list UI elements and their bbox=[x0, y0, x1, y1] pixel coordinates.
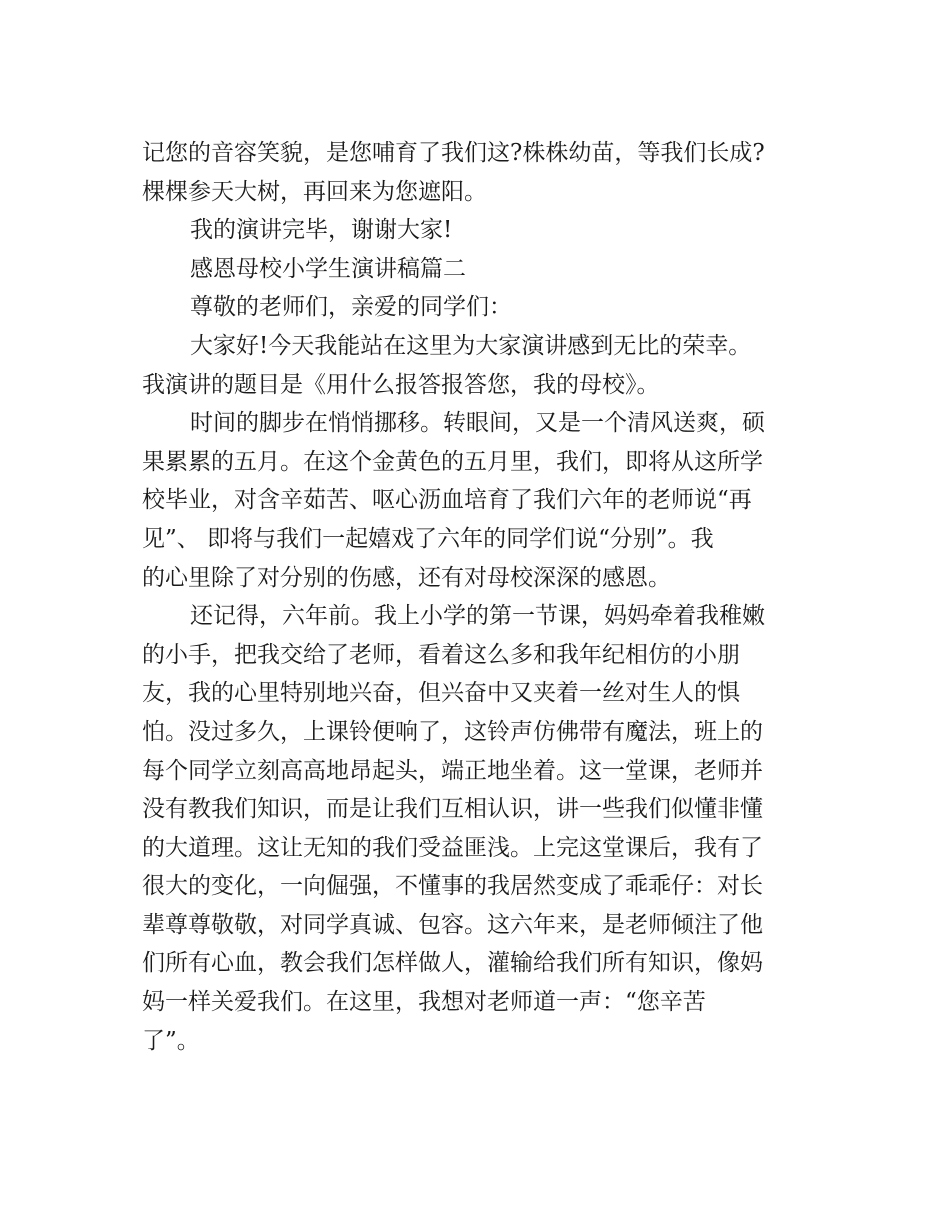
text-line-13: 还记得，六年前。我上小学的第一节课，妈妈牵着我稚嫩 bbox=[190, 603, 765, 630]
text-line-2: 棵棵参天大树，再回来为您遮阳。 bbox=[142, 178, 487, 205]
text-line-23: 妈一样关爱我们。在这里，我想对老师道一声：“您辛苦 bbox=[142, 989, 706, 1016]
text-line-12: 的心里除了对分别的伤感，还有对母校深深的感恩。 bbox=[142, 564, 671, 591]
text-line-9: 果累累的五月。在这个金黄色的五月里，我们，即将从这所学 bbox=[142, 448, 763, 475]
text-line-19: 的大道理。这让无知的我们受益匪浅。上完这堂课后，我有了 bbox=[142, 834, 763, 861]
text-line-17: 每个同学立刻高高地昂起头，端正地坐着。这一堂课，老师并 bbox=[142, 757, 763, 784]
text-line-1: 记您的音容笑貌，是您哺育了我们这?株株幼苗，等我们长成? bbox=[142, 140, 765, 166]
text-line-21: 辈尊尊敬敬，对同学真诚、包容。这六年来，是老师倾注了他 bbox=[142, 911, 763, 938]
text-line-8: 时间的脚步在悄悄挪移。转眼间，又是一个清风送爽，硕 bbox=[190, 410, 765, 437]
text-line-15: 友，我的心里特别地兴奋，但兴奋中又夹着一丝对生人的惧 bbox=[142, 680, 740, 707]
text-line-10: 校毕业，对含辛茹苦、呕心沥血培育了我们六年的老师说“再 bbox=[142, 487, 752, 514]
text-line-11: 见”、 即将与我们一起嬉戏了六年的同学们说“分别”。我 bbox=[142, 525, 714, 552]
text-line-7: 我演讲的题目是《用什么报答报答您，我的母校》。 bbox=[142, 371, 660, 398]
salutation: 尊敬的老师们，亲爱的同学们： bbox=[190, 294, 512, 321]
text-line-6: 大家好!今天我能站在这里为大家演讲感到无比的荣幸。 bbox=[190, 332, 752, 359]
text-line-16: 怕。没过多久，上课铃便响了，这铃声仿佛带有魔法，班上的 bbox=[142, 718, 763, 745]
document-body bbox=[142, 134, 812, 1060]
text-line-14: 的小手，把我交给了老师，看着这么多和我年纪相仿的小朋 bbox=[142, 641, 740, 668]
text-line-20: 很大的变化，一向倔强，不懂事的我居然变成了乖乖仔：对长 bbox=[142, 873, 763, 900]
text-line-22: 们所有心血，教会我们怎样做人，灌输给我们所有知识，像妈 bbox=[142, 950, 763, 977]
text-line-18: 没有教我们知识，而是让我们互相认识，讲一些我们似懂非懂 bbox=[142, 796, 763, 823]
section-heading: 感恩母校小学生演讲稿篇二 bbox=[190, 255, 466, 282]
text-line-24: 了”。 bbox=[142, 1027, 200, 1054]
text-line-3: 我的演讲完毕，谢谢大家! bbox=[190, 217, 453, 244]
